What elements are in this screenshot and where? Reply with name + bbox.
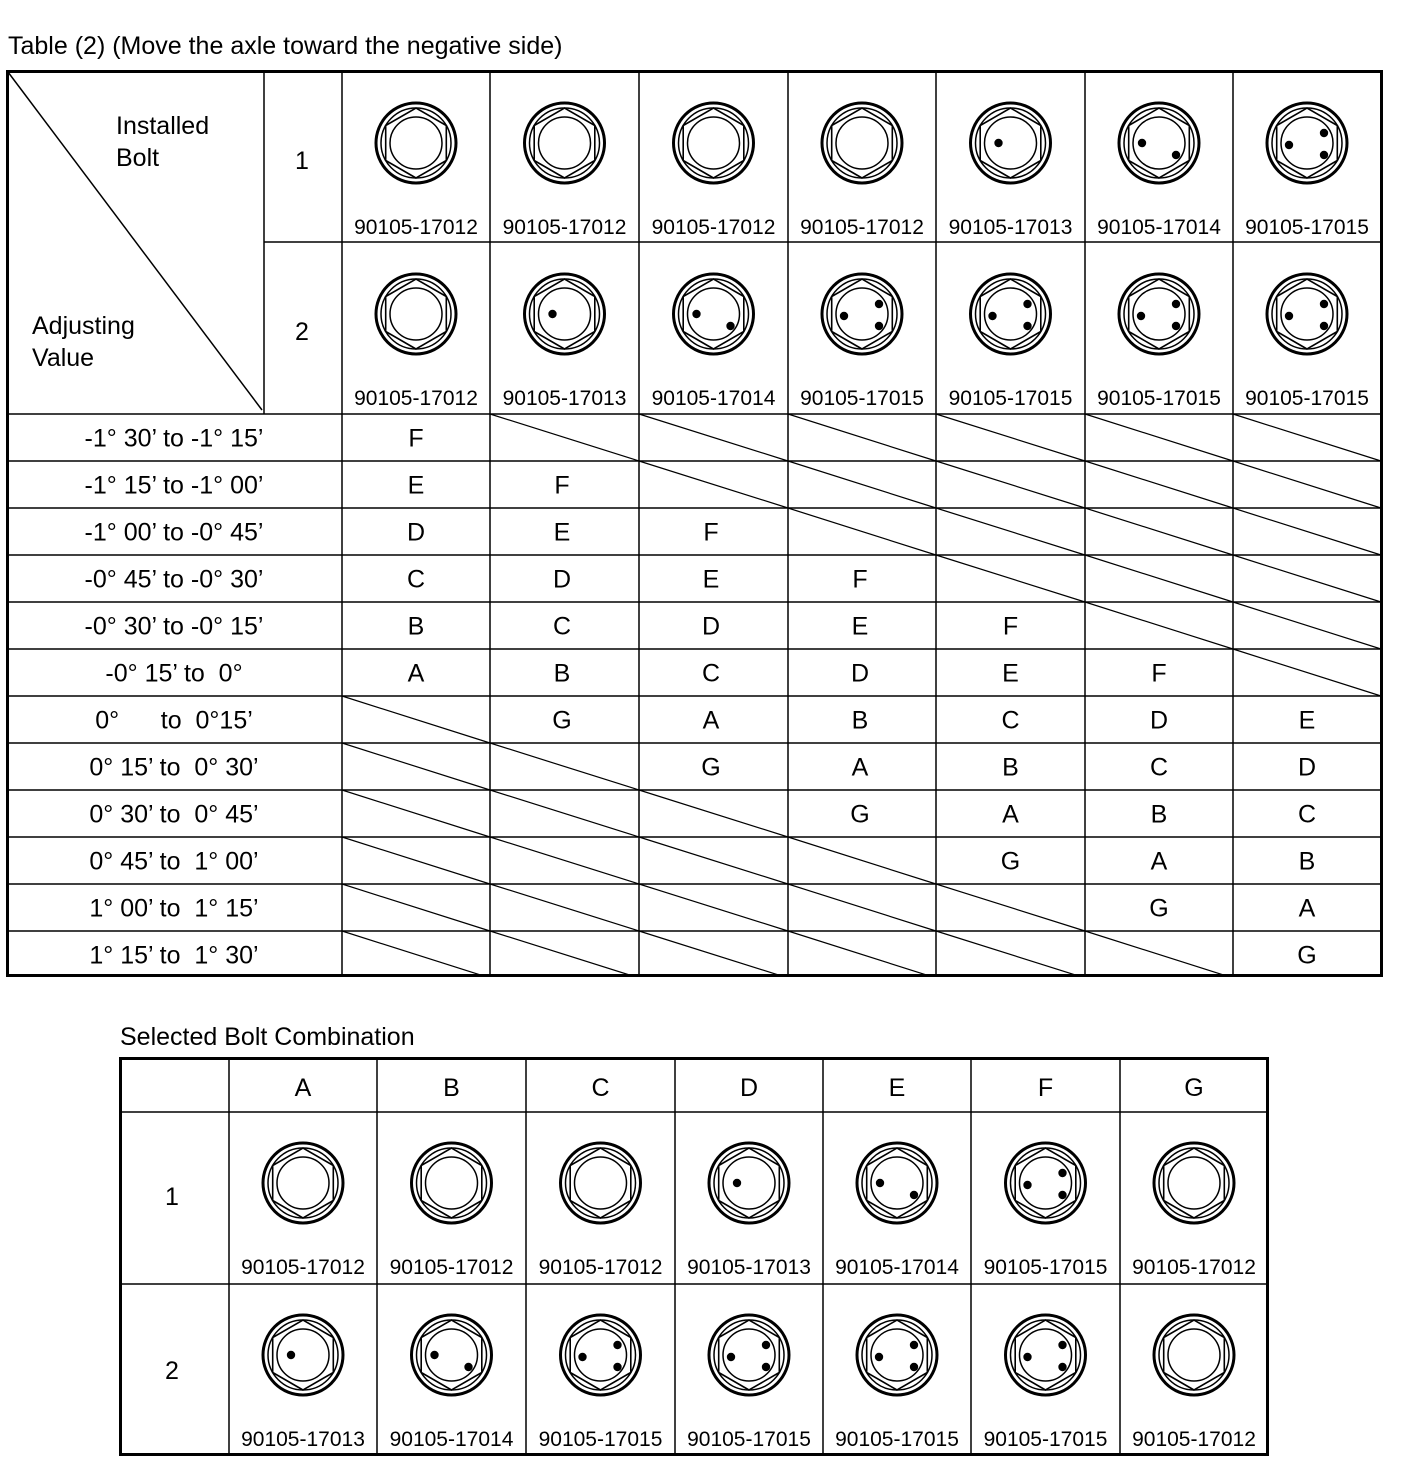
bolt-part-number: 90105-17013 <box>241 1428 365 1451</box>
not-applicable-strike <box>342 931 490 977</box>
bolt-part-number: 90105-17012 <box>502 216 627 239</box>
adjusting-range: -1° 00’ to -0° 45’ <box>84 518 264 547</box>
not-applicable-strike <box>1085 931 1233 977</box>
combination-letter: A <box>1298 894 1316 923</box>
bolt-mark-dot <box>1137 312 1145 320</box>
bolt-part-number: 90105-17012 <box>538 1256 663 1279</box>
not-applicable-strike <box>788 837 936 884</box>
bolt-icon <box>822 103 902 183</box>
combination-letter: F <box>408 424 424 453</box>
bolt-icon <box>525 103 605 183</box>
combination-letter: E <box>407 471 425 500</box>
not-applicable-strike <box>490 414 639 461</box>
installed-bolt-label-line1: Installed <box>116 112 210 140</box>
not-applicable-strike <box>1085 602 1233 649</box>
combination-letter: B <box>407 612 425 641</box>
not-applicable-strike <box>639 461 788 508</box>
bolt-mark-dot <box>875 322 883 330</box>
bolt-part-number: 90105-17015 <box>835 1428 959 1451</box>
bolt-mark-dot <box>910 1191 918 1199</box>
bolt-icon <box>376 274 456 354</box>
not-applicable-strike <box>1233 555 1381 602</box>
bolt-mark-dot <box>988 312 996 320</box>
bolt-mark-dot <box>1320 322 1328 330</box>
not-applicable-strike <box>1233 414 1381 461</box>
bolt-icon <box>857 1143 937 1223</box>
adjusting-range: -1° 30’ to -1° 15’ <box>84 424 264 453</box>
not-applicable-strike <box>490 931 639 977</box>
bolt-part-number: 90105-17014 <box>1097 216 1221 239</box>
bolt-mark-dot <box>1138 139 1146 147</box>
bolt-part-number: 90105-17015 <box>800 387 924 410</box>
table2-title: Table (2) (Move the axle toward the negative side) <box>8 32 563 60</box>
not-applicable-strike <box>936 508 1085 555</box>
bolt-icon <box>971 103 1051 183</box>
combination-letter: A <box>407 659 425 688</box>
bolt-part-number: 90105-17015 <box>538 1428 663 1451</box>
combination-column-header: A <box>294 1074 312 1102</box>
bolt-mark-dot <box>1058 1191 1066 1199</box>
bolt-mark-dot <box>1058 1341 1066 1349</box>
bolt-mark-dot <box>287 1351 295 1359</box>
bolt-part-number: 90105-17012 <box>354 387 478 410</box>
not-applicable-strike <box>639 837 788 884</box>
combination-letter: A <box>1150 847 1168 876</box>
not-applicable-strike <box>1085 414 1233 461</box>
bolt-part-number: 90105-17012 <box>241 1256 365 1279</box>
not-applicable-strike <box>936 884 1085 931</box>
combination-letter: F <box>554 471 570 500</box>
bolt-mark-dot <box>875 1353 883 1361</box>
bolt-part-number: 90105-17015 <box>983 1256 1108 1279</box>
adjusting-range: 1° 00’ to 1° 15’ <box>89 894 259 923</box>
combination-letter: G <box>1000 847 1021 876</box>
bolt-part-number: 90105-17012 <box>354 216 478 239</box>
bolt-mark-dot <box>726 322 734 330</box>
combination-letter: E <box>1298 706 1316 735</box>
bolt-mark-dot <box>613 1341 621 1349</box>
not-applicable-strike <box>1233 508 1381 555</box>
bolt-part-number: 90105-17013 <box>687 1256 811 1279</box>
adjusting-range: -0° 45’ to -0° 30’ <box>84 565 264 594</box>
bolt-mark-dot <box>1023 322 1031 330</box>
bolt-mark-dot <box>1023 300 1031 308</box>
bolt-icon <box>857 1315 937 1395</box>
bolt-part-number: 90105-17012 <box>800 216 924 239</box>
bolt-part-number: 90105-17013 <box>502 387 627 410</box>
combination-letter: C <box>1001 706 1020 735</box>
combination-letter: B <box>1002 753 1019 782</box>
bolt-icon <box>561 1315 641 1395</box>
not-applicable-strike <box>342 837 490 884</box>
not-applicable-strike <box>342 743 490 790</box>
combination-letter: F <box>852 565 868 594</box>
combination-column-header: C <box>591 1074 610 1102</box>
bolt-icon <box>1154 1143 1234 1223</box>
bolt-part-number: 90105-17012 <box>1132 1256 1256 1279</box>
not-applicable-strike <box>490 837 639 884</box>
bolt-icon <box>971 274 1051 354</box>
bolt-part-number: 90105-17015 <box>983 1428 1108 1451</box>
adjustment-table <box>6 70 1383 977</box>
bolt-mark-dot <box>1320 300 1328 308</box>
not-applicable-strike <box>788 931 936 977</box>
adjusting-range: 0° 30’ to 0° 45’ <box>89 800 259 829</box>
not-applicable-strike <box>490 790 639 837</box>
not-applicable-strike <box>639 414 788 461</box>
combination-letter: D <box>1149 706 1169 735</box>
not-applicable-strike <box>490 743 639 790</box>
bolt-part-number: 90105-17015 <box>948 387 1073 410</box>
not-applicable-strike <box>639 790 788 837</box>
combination-column-header: E <box>888 1074 906 1102</box>
bolt-part-number: 90105-17015 <box>1097 387 1221 410</box>
combination-letter: F <box>1002 612 1019 641</box>
combination-letter: B <box>1150 800 1168 829</box>
bolt-mark-dot <box>1172 322 1180 330</box>
bolt-icon <box>822 274 902 354</box>
bolt-icon <box>1006 1315 1086 1395</box>
bolt-mark-dot <box>1172 151 1180 159</box>
combination-content <box>241 1074 1256 1451</box>
not-applicable-strike <box>788 461 936 508</box>
not-applicable-strike <box>1085 461 1233 508</box>
bolt-icon <box>1267 274 1347 354</box>
combination-letter: B <box>1298 847 1316 876</box>
not-applicable-strike <box>1233 461 1381 508</box>
bolt-mark-dot <box>910 1341 918 1349</box>
bolt-mark-dot <box>1285 312 1293 320</box>
combination-letter: D <box>1297 753 1317 782</box>
bolt-icon <box>412 1315 492 1395</box>
combination-letter: F <box>703 518 719 547</box>
bolt-part-number: 90105-17013 <box>948 216 1073 239</box>
adjustment-rows <box>85 425 1317 970</box>
bolt-part-number: 90105-17014 <box>835 1256 959 1279</box>
bolt-mark-dot <box>1058 1363 1066 1371</box>
combination-letter: G <box>552 706 572 735</box>
bolt-mark-dot <box>1058 1169 1066 1177</box>
combination-table <box>119 1057 1269 1456</box>
combination-title: Selected Bolt Combination <box>120 1023 415 1051</box>
combination-letter: C <box>406 565 426 594</box>
not-applicable-strike <box>1085 508 1233 555</box>
not-applicable-strike <box>936 555 1085 602</box>
bolt-mark-dot <box>1023 1353 1031 1361</box>
bolt-mark-dot <box>613 1363 621 1371</box>
bolt-mark-dot <box>840 312 848 320</box>
bolt-mark-dot <box>733 1179 741 1187</box>
adjusting-value-label-line2: Value <box>32 344 95 372</box>
bolt-part-number: 90105-17014 <box>651 387 776 410</box>
bolt-icon <box>1119 274 1199 354</box>
combination-letter: E <box>1002 659 1019 688</box>
not-applicable-strike <box>342 790 490 837</box>
combination-column-header: B <box>443 1074 460 1102</box>
combination-letter: D <box>850 659 870 688</box>
not-applicable-strike <box>936 931 1085 977</box>
bolt-mark-dot <box>875 300 883 308</box>
not-applicable-strike <box>639 884 788 931</box>
bolt-icon <box>1154 1315 1234 1395</box>
bolt-icon <box>263 1143 343 1223</box>
bolt-mark-dot <box>430 1351 438 1359</box>
combination-letter: E <box>851 612 869 641</box>
bolt-mark-dot <box>1320 151 1328 159</box>
combination-column-header: G <box>1184 1074 1204 1102</box>
bolt-icon <box>263 1315 343 1395</box>
bolt-row-label-2: 2 <box>295 318 309 346</box>
bolt-mark-dot <box>1172 300 1180 308</box>
bolt-mark-dot <box>876 1179 884 1187</box>
bolt-row-label-1: 1 <box>295 147 309 175</box>
bolt-mark-dot <box>994 139 1002 147</box>
bolt-mark-dot <box>762 1363 770 1371</box>
bolt-mark-dot <box>1285 141 1293 149</box>
not-applicable-strike <box>936 461 1085 508</box>
bolt-icon <box>709 1143 789 1223</box>
combination-letter: A <box>1002 800 1019 829</box>
bolt-part-number: 90105-17015 <box>1245 216 1369 239</box>
bolt-icon <box>1006 1143 1086 1223</box>
bolt-icon <box>561 1143 641 1223</box>
combination-letter: G <box>850 800 870 829</box>
not-applicable-strike <box>788 414 936 461</box>
not-applicable-strike <box>788 884 936 931</box>
not-applicable-strike <box>936 414 1085 461</box>
bolt-mark-dot <box>762 1341 770 1349</box>
adjusting-range: 0° 15’ to 0° 30’ <box>89 753 259 782</box>
bolt-part-number: 90105-17014 <box>389 1428 514 1451</box>
bolt-icon <box>1267 103 1347 183</box>
bolt-icon <box>709 1315 789 1395</box>
adjusting-range: 1° 15’ to 1° 30’ <box>89 941 259 970</box>
not-applicable-strike <box>490 884 639 931</box>
bolt-part-number: 90105-17012 <box>1132 1428 1256 1451</box>
combination-letter: G <box>1297 941 1317 970</box>
bolt-icon <box>525 274 605 354</box>
installed-bolt-label-line2: Bolt <box>116 144 160 172</box>
combination-letter: G <box>1149 894 1169 923</box>
adjusting-range: -0° 30’ to -0° 15’ <box>84 612 264 641</box>
combination-letter: C <box>1149 753 1169 782</box>
bolt-mark-dot <box>727 1353 735 1361</box>
combination-column-header: F <box>1037 1074 1054 1102</box>
bolt-icon <box>674 274 754 354</box>
combination-letter: C <box>552 612 572 641</box>
bolt-part-number: 90105-17012 <box>389 1256 514 1279</box>
bolt-icon <box>1119 103 1199 183</box>
combination-row-label-2: 2 <box>165 1357 179 1385</box>
combination-letter: B <box>553 659 571 688</box>
bolt-mark-dot <box>578 1353 586 1361</box>
not-applicable-strike <box>1233 649 1381 696</box>
bolt-part-number: 90105-17015 <box>687 1428 811 1451</box>
combination-letter: B <box>851 706 869 735</box>
adjusting-range: -0° 15’ to 0° <box>105 659 243 688</box>
not-applicable-strike <box>639 931 788 977</box>
bolt-icon <box>412 1143 492 1223</box>
bolt-mark-dot <box>464 1363 472 1371</box>
combination-letter: D <box>406 518 426 547</box>
combination-letter: D <box>701 612 721 641</box>
combination-letter: A <box>702 706 720 735</box>
adjusting-range: 0° 45’ to 1° 00’ <box>89 847 259 876</box>
combination-letter: A <box>851 753 869 782</box>
combination-letter: G <box>701 753 721 782</box>
bolt-mark-dot <box>692 310 700 318</box>
bolt-mark-dot <box>548 310 556 318</box>
bolt-header <box>354 103 1369 410</box>
not-applicable-strike <box>1233 602 1381 649</box>
not-applicable-strike <box>788 508 936 555</box>
combination-row-label-1: 1 <box>165 1183 179 1211</box>
bolt-icon <box>376 103 456 183</box>
combination-letter: E <box>702 565 720 594</box>
not-applicable-strike <box>1085 555 1233 602</box>
adjusting-range: 0° to 0°15’ <box>95 706 253 735</box>
combination-column-header: D <box>739 1074 759 1102</box>
adjusting-range: -1° 15’ to -1° 00’ <box>84 471 264 500</box>
adjusting-value-label-line1: Adjusting <box>32 312 135 340</box>
bolt-mark-dot <box>910 1363 918 1371</box>
bolt-icon <box>674 103 754 183</box>
not-applicable-strike <box>342 696 490 743</box>
bolt-part-number: 90105-17015 <box>1245 387 1369 410</box>
combination-letter: D <box>552 565 572 594</box>
bolt-mark-dot <box>1023 1181 1031 1189</box>
combination-letter: C <box>701 659 721 688</box>
bolt-mark-dot <box>1320 129 1328 137</box>
combination-letter: E <box>553 518 571 547</box>
not-applicable-strike <box>342 884 490 931</box>
combination-letter: C <box>1297 800 1317 829</box>
combination-letter: F <box>1151 659 1167 688</box>
bolt-part-number: 90105-17012 <box>651 216 776 239</box>
